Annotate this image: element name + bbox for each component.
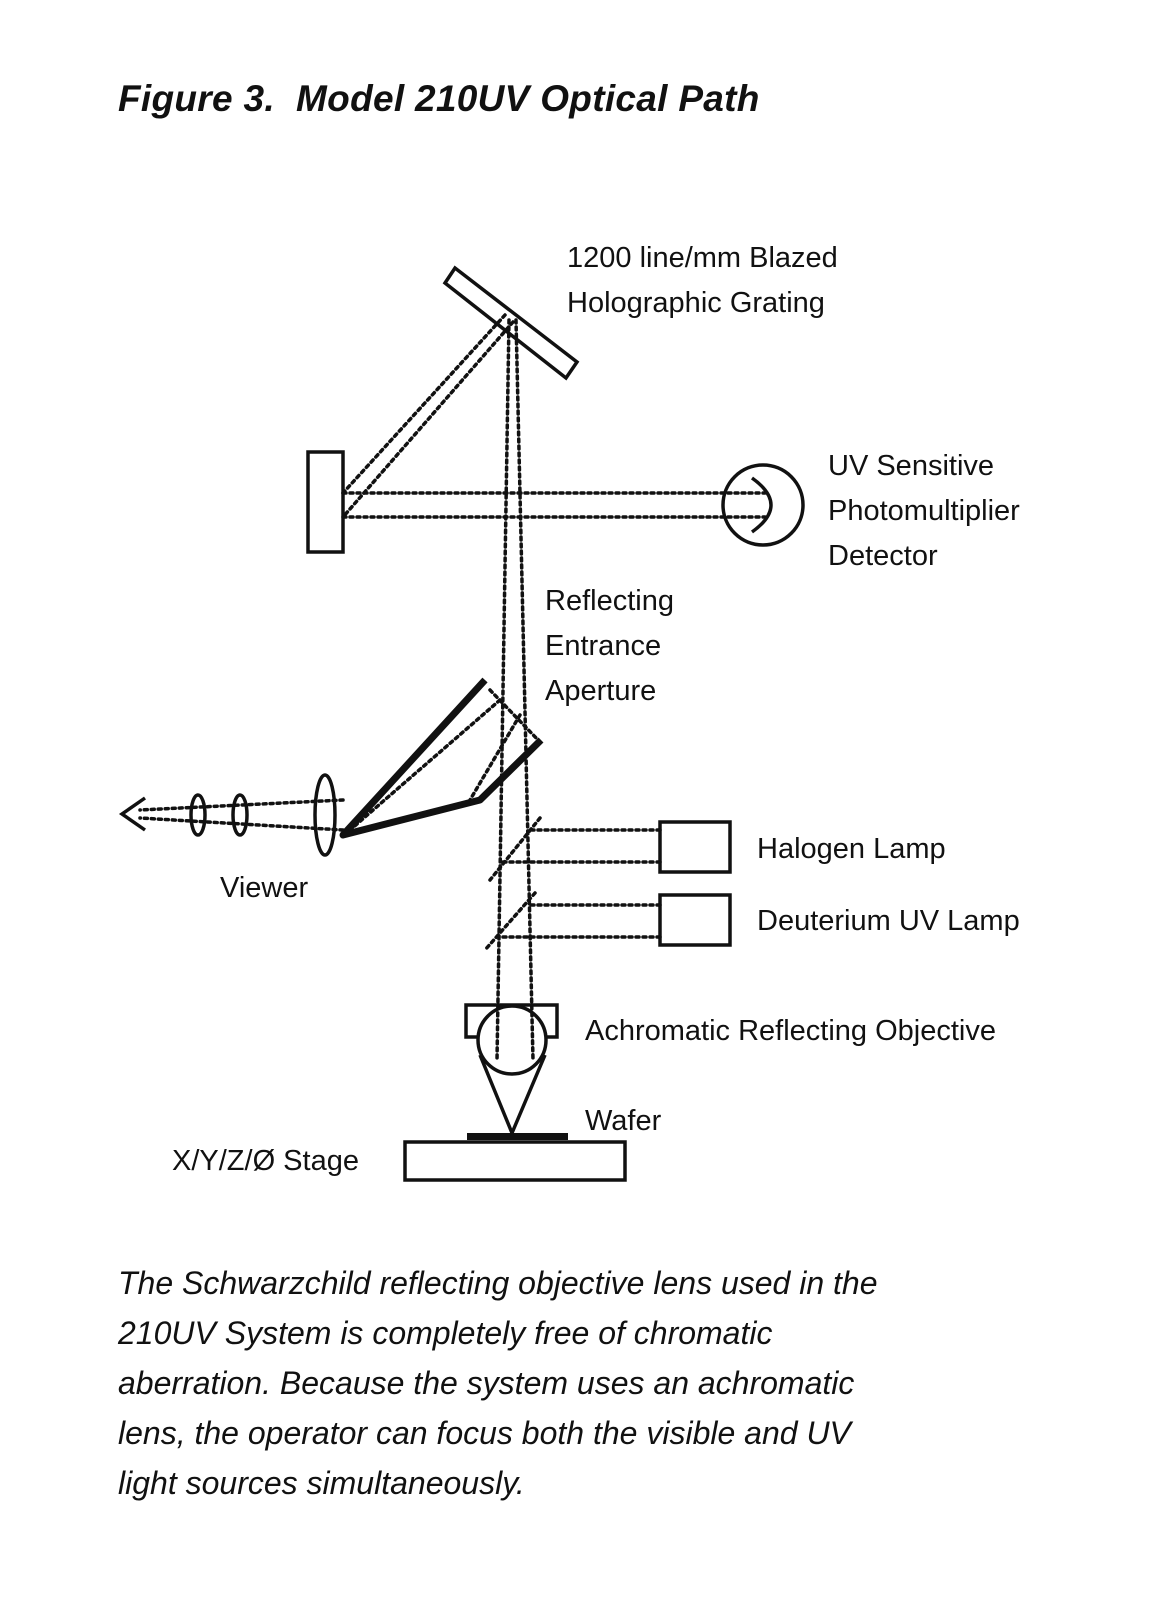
caption-line: light sources simultaneously. (118, 1465, 525, 1501)
wafer (467, 1133, 568, 1140)
detector-element (752, 478, 771, 532)
label-grating-1: 1200 line/mm Blazed (567, 242, 838, 274)
halogen-lamp (660, 822, 730, 872)
viewer-lens-3 (191, 795, 205, 835)
viewer-lens-large (315, 775, 335, 855)
label-aperture-3: Aperture (545, 675, 657, 707)
beam-aperture-1 (490, 690, 540, 742)
beam-grating-mirror-2 (343, 322, 513, 517)
label-objective: Achromatic Reflecting Objective (585, 1015, 996, 1047)
label-aperture-1: Reflecting (545, 585, 674, 617)
label-detector-3: Detector (828, 540, 938, 572)
label-wafer: Wafer (585, 1105, 662, 1137)
caption-line: lens, the operator can focus both the visible and UV (118, 1415, 851, 1451)
beam-vertical-2 (516, 320, 533, 1060)
deuterium-lamp (660, 895, 730, 945)
stage (405, 1142, 625, 1180)
label-deuterium: Deuterium UV Lamp (757, 905, 1020, 937)
viewer-lens-2 (233, 795, 247, 835)
label-detector-2: Photomultiplier (828, 495, 1020, 527)
label-aperture-2: Entrance (545, 630, 662, 662)
beam-grating-mirror-1 (343, 315, 505, 493)
objective-mirror (478, 1006, 546, 1074)
label-detector-1: UV Sensitive (828, 450, 995, 482)
caption-line: aberration. Because the system uses an achromatic (118, 1365, 855, 1401)
eye-icon (122, 798, 145, 830)
label-stage: X/Y/Z/Ø Stage (172, 1145, 359, 1177)
label-grating-2: Holographic Grating (567, 287, 825, 319)
label-halogen: Halogen Lamp (757, 833, 946, 865)
caption-line: The Schwarzchild reflecting objective lens used in the (118, 1265, 878, 1301)
focusing-mirror (308, 452, 343, 552)
beam-viewer-2 (140, 818, 343, 830)
beam-splitter-1 (490, 818, 540, 880)
beam-vertical-1 (497, 320, 509, 1060)
beam-splitter-2 (485, 893, 535, 950)
figure-caption (118, 1258, 1038, 1508)
figure-title: Figure 3. Model 210UV Optical Path (118, 78, 760, 119)
photomultiplier-detector (723, 465, 803, 545)
beam-viewer-1 (140, 800, 343, 810)
label-viewer: Viewer (220, 872, 309, 904)
caption-line: 210UV System is completely free of chromatic (118, 1315, 773, 1351)
